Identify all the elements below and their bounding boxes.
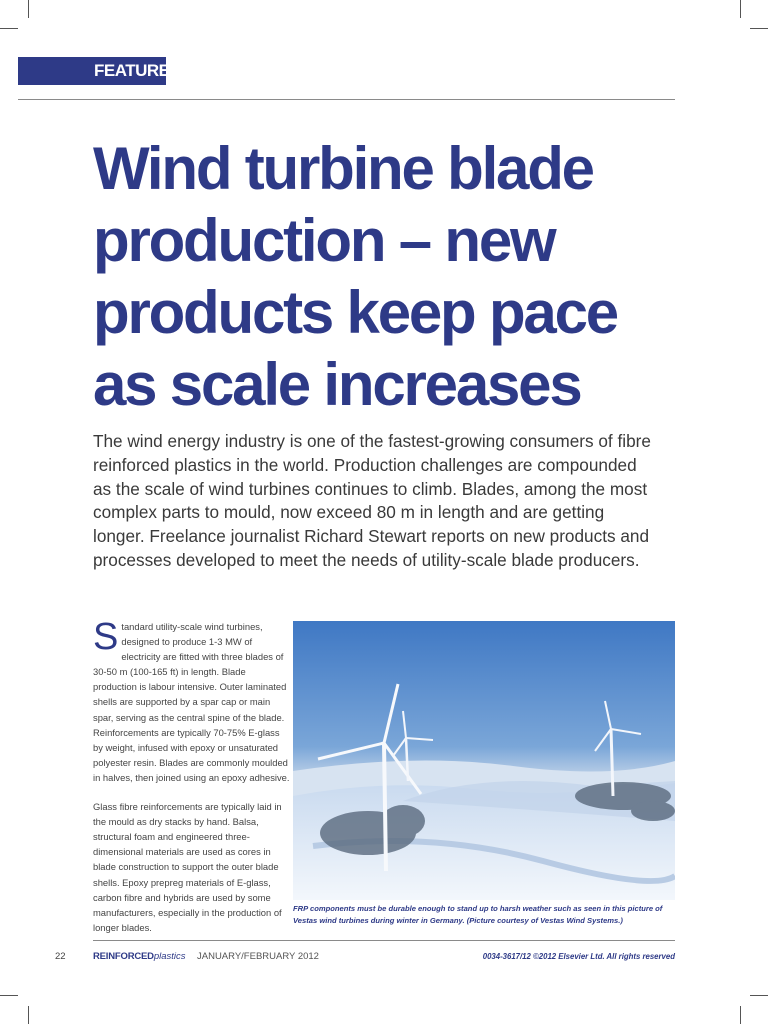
top-rule [18, 99, 675, 100]
body-column [93, 616, 291, 949]
wind-turbine-photo [293, 621, 675, 900]
body-paragraph-1-text: tandard utility-scale wind turbines, designed to produce 1-3 MW of electricity are fitted with three blades of 30-50 m (100-165 ft) in length. Blade production is labour intensive. Outer laminated shells are supported by a spar cap or main spar, serving as the central spine of the blade. Reinforcements are typically 70-75% E-glass by weight, infused with epoxy or unsaturated polyester resin. Blades are commonly moulded in halves, then joined using an epoxy adhesive. [93, 621, 290, 783]
crop-mark [740, 1006, 741, 1024]
article-standfirst: The wind energy industry is one of the fastest-growing consumers of fibre reinforced plastics in the world. Production challenges are compounded as the scale of wind turbines continues to climb. Blades, among the most complex parts to mould, now exceed 80 m in length and are getting longer. Freelance journalist Richard Stewart reports on new products and processes developed to meet the needs of utility-scale blade producers. [93, 431, 651, 570]
article-headline: Wind turbine blade production – new products keep pace as scale increases [93, 135, 617, 418]
drop-cap: S [93, 616, 119, 658]
page-number: 22 [55, 951, 66, 962]
body-paragraph-1 [93, 616, 291, 785]
crop-mark [750, 28, 768, 29]
publication-logo-bold: REINFORCED [93, 951, 154, 962]
crop-mark [740, 0, 741, 18]
section-tag [18, 57, 170, 85]
photo-caption: FRP components must be durable enough to stand up to harsh weather such as seen in this picture of Vestas wind turbines during winter in Germany. (Picture courtesy of Vestas Wind Systems.) [293, 904, 663, 925]
publication-logo [93, 951, 186, 962]
copyright-notice: 0034-3617/12 ©2012 Elsevier Ltd. All rights reserved [482, 952, 675, 961]
crop-mark [750, 995, 768, 996]
crop-mark [28, 0, 29, 18]
section-tag-label: FEATURE [94, 61, 170, 80]
crop-mark [28, 1006, 29, 1024]
crop-mark [0, 995, 18, 996]
crop-mark [0, 28, 18, 29]
bottom-rule [93, 940, 675, 941]
publication-logo-italic: plastics [153, 951, 186, 962]
issue-date: JANUARY/FEBRUARY 2012 [197, 951, 319, 962]
body-paragraph-2: Glass fibre reinforcements are typically laid in the mould as dry stacks by hand. Balsa, structural foam and engineered three-dimensional materials are used as cores in blade construction to support the outer blade shells. Epoxy prepreg materials of E-glass, carbon fibre and hybrids are used by some manufacturers, especially in the production of longer blades. [93, 801, 282, 933]
